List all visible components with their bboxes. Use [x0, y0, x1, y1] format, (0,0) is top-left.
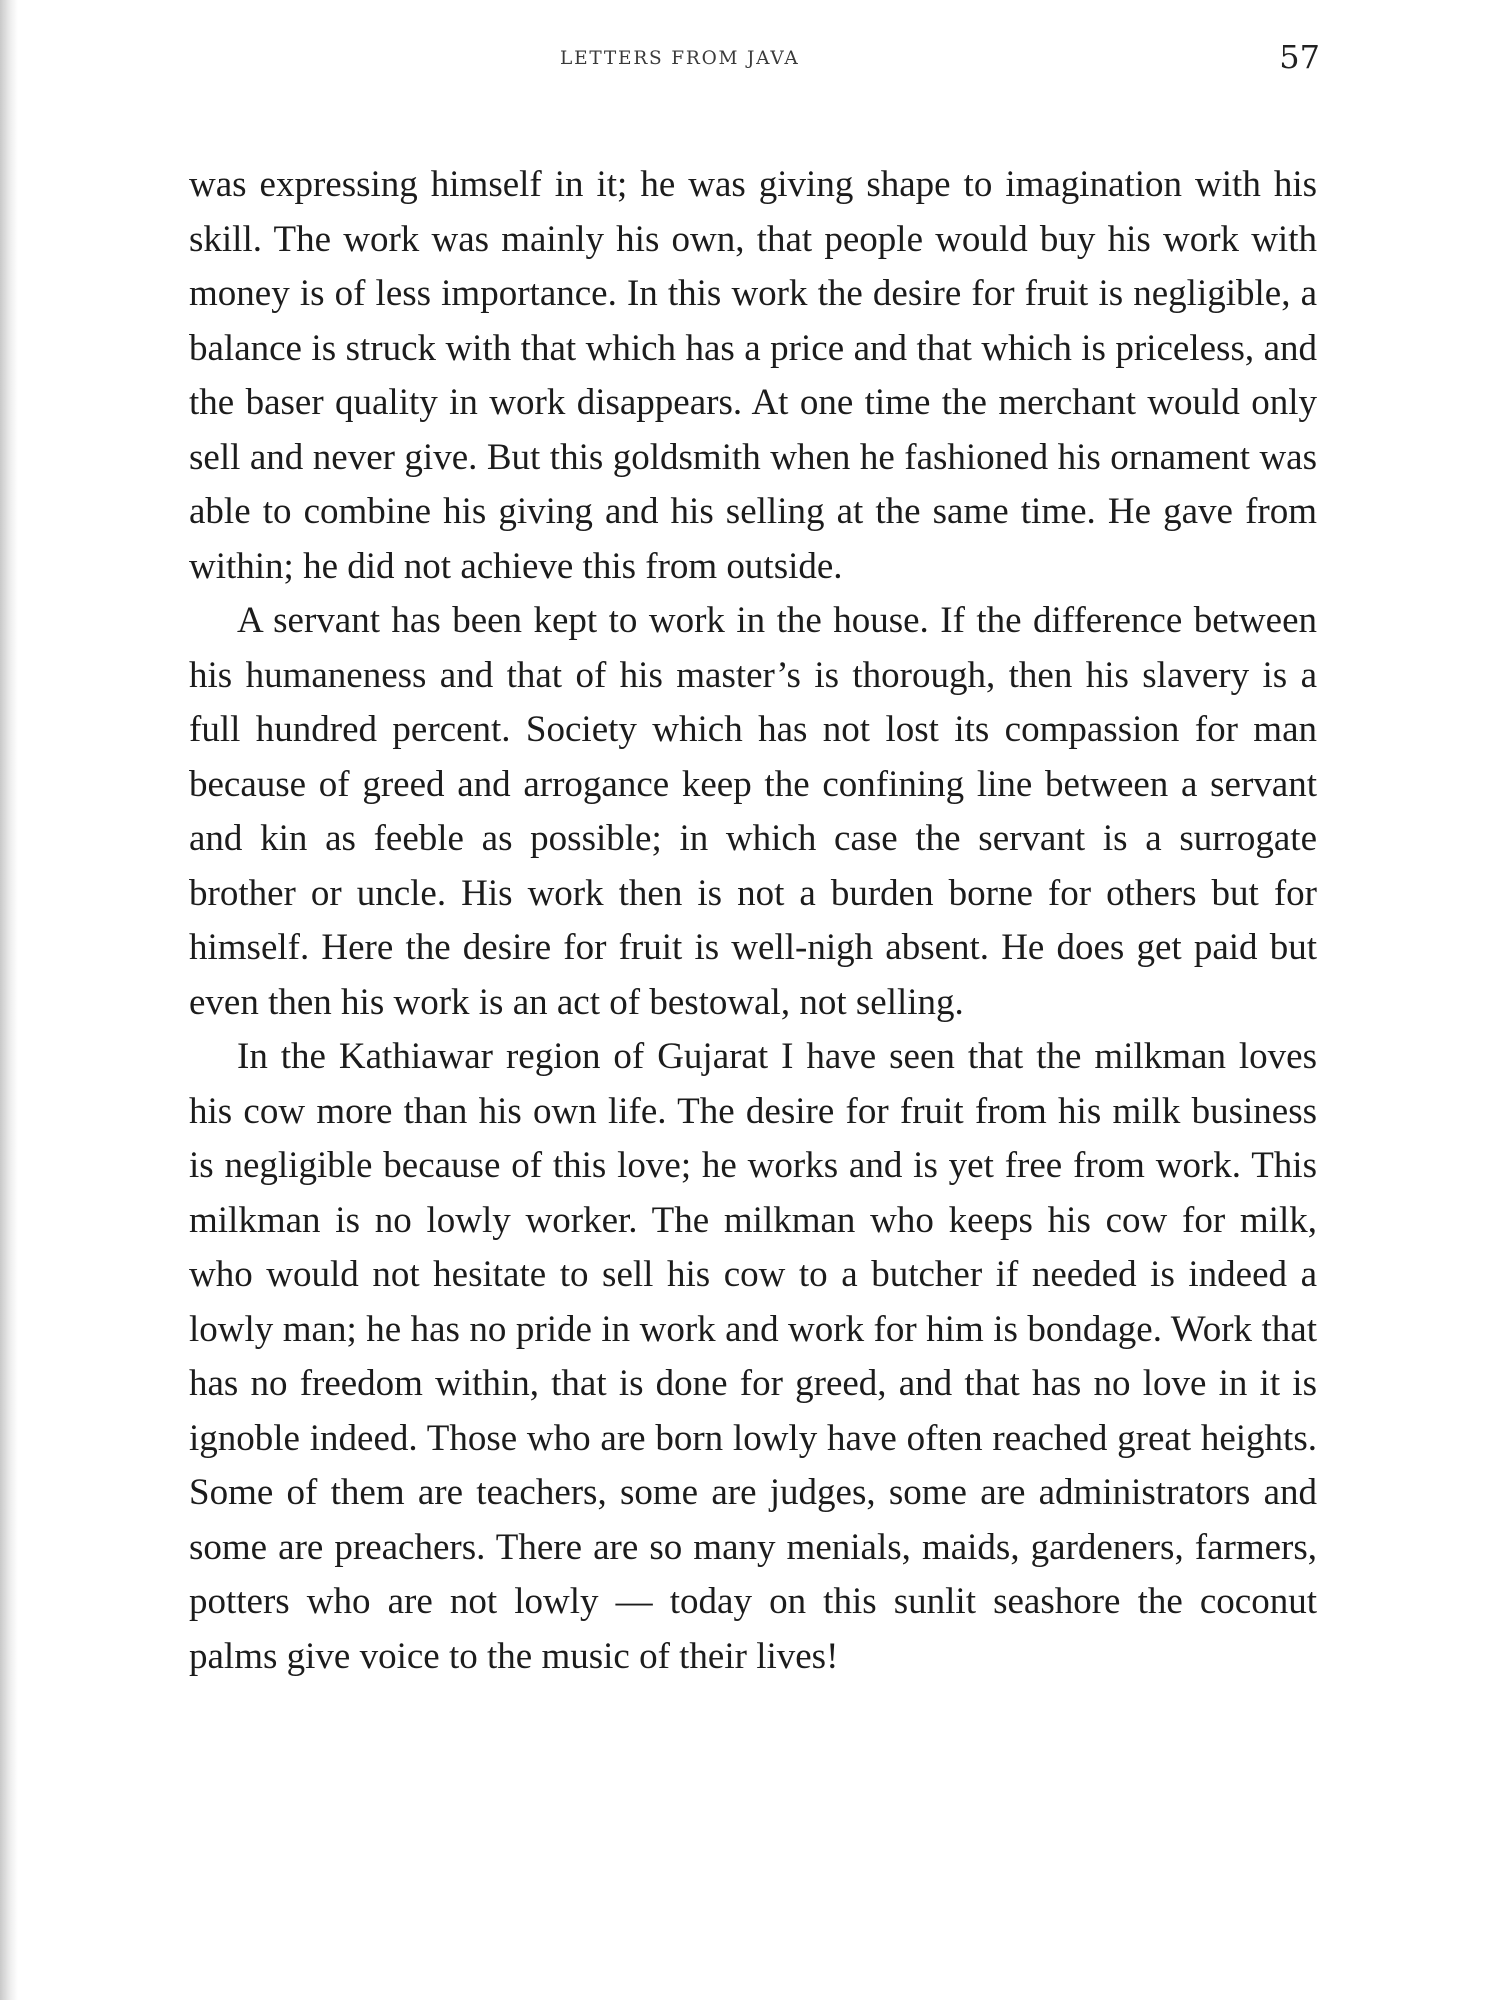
paragraph-1: was expressing himself in it; he was giving shape to imagination with his skill. The work was mainly his own, that people would buy his work with money is of less importance. In this work the desire for fruit is negligible, a balance is struck with that which has a price and that which is priceless, and the baser quality in work disappears. At one time the merchant would only sell and never give. But this goldsmith when he fashioned his ornament was able to combine his giving and his selling at the same time. He gave from within; he did not achieve this from outside. [189, 164, 1317, 587]
running-head-title: LETTERS FROM JAVA [560, 48, 800, 69]
paragraph-2: A servant has been kept to work in the house. If the difference between his humaneness and that of his master’s is thorough, then his slavery is a full hundred percent. Society which has not lost its compassion for man because of greed and arrogance keep the confining line between a servant and kin as feeble as possible; in which case the servant is a surrogate brother or uncle. His work then is not a burden borne for others but for himself. Here the desire for fruit is well-nigh absent. He does get paid but even then his work is an act of bestowal, not selling. [189, 600, 1317, 1023]
page-gutter-shadow [0, 0, 18, 2000]
page-number: 57 [1279, 38, 1320, 76]
paragraph-3: In the Kathiawar region of Gujarat I have seen that the milkman loves his cow more than his own life. The desire for fruit from his milk business is negligible because of this love; he works and is yet free from work. This milkman is no lowly worker. The milkman who keeps his cow for milk, who would not hesitate to sell his cow to a butcher if needed is indeed a lowly man; he has no pride in work and work for him is bondage. Work that has no freedom within, that is done for greed, and that has no love in it is ignoble indeed. Those who are born lowly have often reached great heights. Some of them are teachers, some are judges, some are administrators and some are preachers. There are so many menials, maids, gardeners, farmers, potters who are not lowly — today on this sunlit seashore the coconut palms give voice to the music of their lives! [189, 1036, 1317, 1677]
body-text [189, 158, 1317, 1684]
